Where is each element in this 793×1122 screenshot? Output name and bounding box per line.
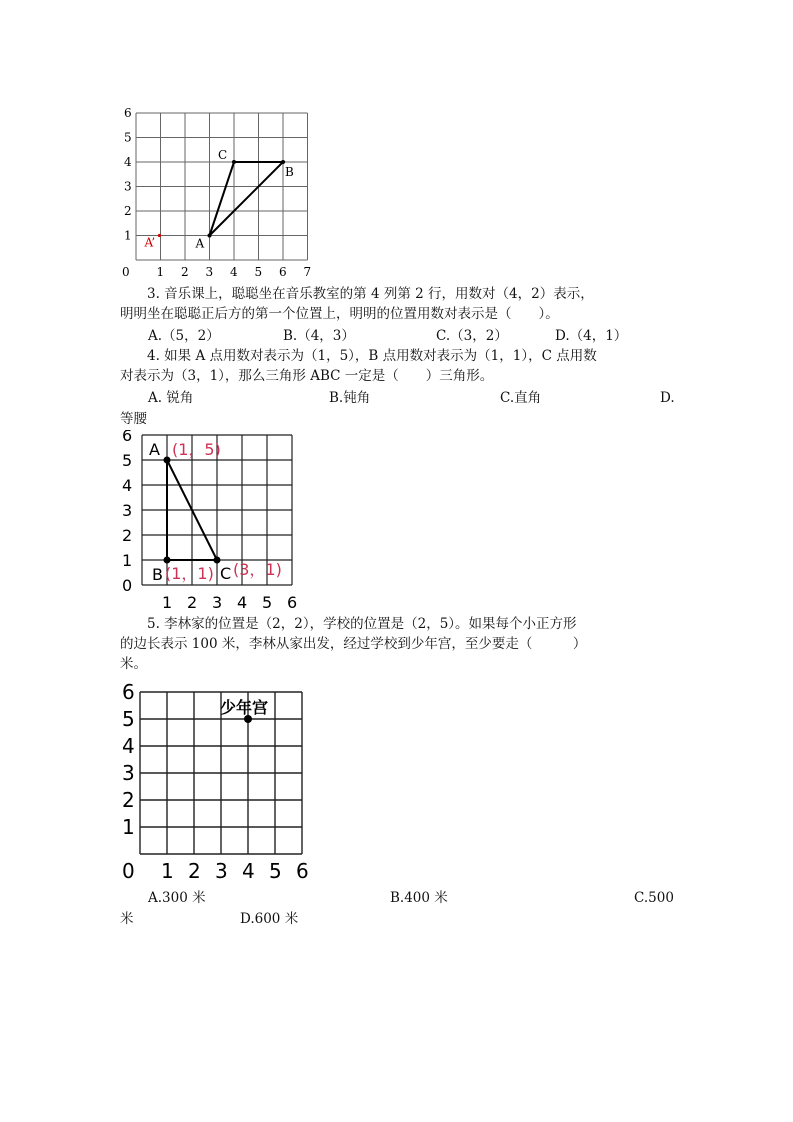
y-tick-label: 2 (122, 526, 133, 545)
a-prime-dot (158, 234, 161, 237)
y-tick-label: 2 (122, 788, 135, 812)
q4-option-a[interactable]: A. 锐角 (148, 390, 194, 406)
y-tick-label: 6 (122, 430, 133, 445)
y-tick-label: 4 (122, 476, 133, 495)
y-tick-label: 3 (124, 179, 132, 194)
x-tick-labels (122, 265, 311, 279)
vertex-dot (208, 234, 212, 238)
y-tick-label: 6 (124, 106, 132, 120)
q3-line-1: 3. 音乐课上，聪聪坐在音乐教室的第 4 列第 2 行，用数对（4，2）表示， (147, 286, 594, 302)
y-tick-labels (122, 430, 132, 595)
label-b: B (152, 565, 163, 584)
q4-options (0, 388, 793, 428)
y-tick-label: 1 (122, 551, 133, 570)
label-a-coord: (1，5) (172, 440, 221, 459)
x-tick-label: 3 (205, 265, 214, 279)
q3-option-c[interactable]: C.（3，2） (436, 328, 508, 344)
y-tick-labels (124, 106, 132, 243)
vertex-dot (232, 160, 236, 164)
question-5 (120, 614, 680, 674)
y-tick-label: 1 (124, 228, 132, 243)
x-tick-label: 6 (296, 859, 309, 883)
q5-option-a[interactable]: A.300 米 (148, 890, 206, 906)
grid-lines (136, 113, 308, 260)
y-tick-label: 5 (122, 707, 135, 731)
vertex-dot (281, 160, 285, 164)
q4-option-c[interactable]: C.直角 (500, 390, 542, 406)
question-3 (120, 284, 680, 324)
label-a: A (149, 440, 160, 459)
x-tick-label: 5 (262, 593, 273, 612)
x-tick-label: 1 (162, 593, 173, 612)
vertex-dot (164, 557, 171, 564)
label-a: A (195, 236, 205, 251)
vertex-dot (164, 457, 171, 464)
q4-option-d-text[interactable]: 等腰 (120, 411, 147, 427)
y-tick-label: 5 (124, 130, 132, 145)
label-b: B (285, 165, 294, 179)
y-tick-label: 3 (122, 501, 133, 520)
x-tick-label: 2 (187, 593, 198, 612)
x-tick-labels (122, 859, 309, 883)
y-tick-label: 0 (122, 576, 133, 595)
y-tick-label: 3 (122, 761, 135, 785)
x-tick-label: 7 (303, 265, 312, 279)
x-tick-label: 1 (161, 859, 174, 883)
q5-option-d[interactable]: D.600 米 (240, 911, 299, 927)
label-a-prime: A’ (144, 235, 156, 250)
q4-line-1: 4. 如果 A 点用数对表示为（1，5），B 点用数对表示为（1，1），C 点用数 (147, 348, 597, 364)
q5-line-2: 的边长表示 100 米，李林从家出发，经过学校到少年宫，至少要走（ ） (120, 636, 587, 652)
q5-option-c-unit[interactable]: 米 (120, 911, 134, 927)
question-4 (120, 346, 680, 386)
y-tick-label: 4 (124, 155, 132, 169)
label-c-coord: (3，1) (233, 560, 282, 579)
x-tick-label: 2 (188, 859, 201, 883)
q3-option-d[interactable]: D.（4，1） (555, 328, 628, 344)
x-tick-label: 4 (237, 593, 248, 612)
q4-option-b[interactable]: B.钝角 (329, 390, 371, 406)
q4-line-2: 对表示为（3，1），那么三角形 ABC 一定是（ ）三角形。 (120, 368, 494, 384)
x-tick-label: 3 (215, 859, 228, 883)
label-c: C (218, 148, 228, 162)
x-tick-label: 4 (242, 859, 255, 883)
x-tick-label: 0 (122, 859, 135, 883)
q4-option-d[interactable]: D. (660, 390, 675, 406)
x-tick-label: 5 (254, 265, 263, 279)
q5-option-b[interactable]: B.400 米 (390, 890, 448, 906)
figure-2-grid (112, 430, 312, 612)
triangle-abc (208, 160, 286, 238)
y-tick-label: 1 (122, 815, 135, 839)
youth-palace-label: 少年宫 (220, 698, 269, 717)
q3-options (0, 326, 793, 346)
figure-1-grid (112, 100, 322, 282)
x-tick-label: 5 (269, 859, 282, 883)
figure-3-grid (112, 682, 322, 884)
triangle-outline (210, 162, 284, 236)
y-tick-label: 4 (122, 734, 135, 758)
vertex-dot (214, 557, 221, 564)
x-tick-label: 0 (122, 265, 130, 279)
y-tick-label: 6 (122, 682, 135, 704)
x-tick-label: 3 (212, 593, 223, 612)
y-tick-label: 5 (122, 451, 133, 470)
x-tick-label: 6 (279, 265, 287, 279)
label-c: C (220, 564, 232, 583)
q5-line-3: 米。 (120, 656, 147, 672)
x-tick-label: 2 (181, 265, 189, 279)
y-tick-labels (122, 682, 135, 839)
x-tick-label: 6 (287, 593, 298, 612)
q3-option-b[interactable]: B.（4，3） (283, 328, 355, 344)
q5-option-c[interactable]: C.500 (634, 890, 674, 906)
x-tick-labels (162, 593, 297, 612)
x-tick-label: 1 (156, 265, 165, 279)
q3-line-2: 明明坐在聪聪正后方的第一个位置上，明明的位置用数对表示是（ ）。 (120, 306, 559, 322)
q5-line-1: 5. 李林家的位置是（2，2），学校的位置是（2，5）。如果每个小正方形 (147, 616, 577, 632)
q5-options (0, 888, 793, 930)
x-tick-label: 4 (230, 265, 238, 279)
y-tick-label: 2 (124, 204, 132, 218)
q3-option-a[interactable]: A.（5，2） (148, 328, 220, 344)
label-b-coord: (1，1) (165, 564, 214, 583)
